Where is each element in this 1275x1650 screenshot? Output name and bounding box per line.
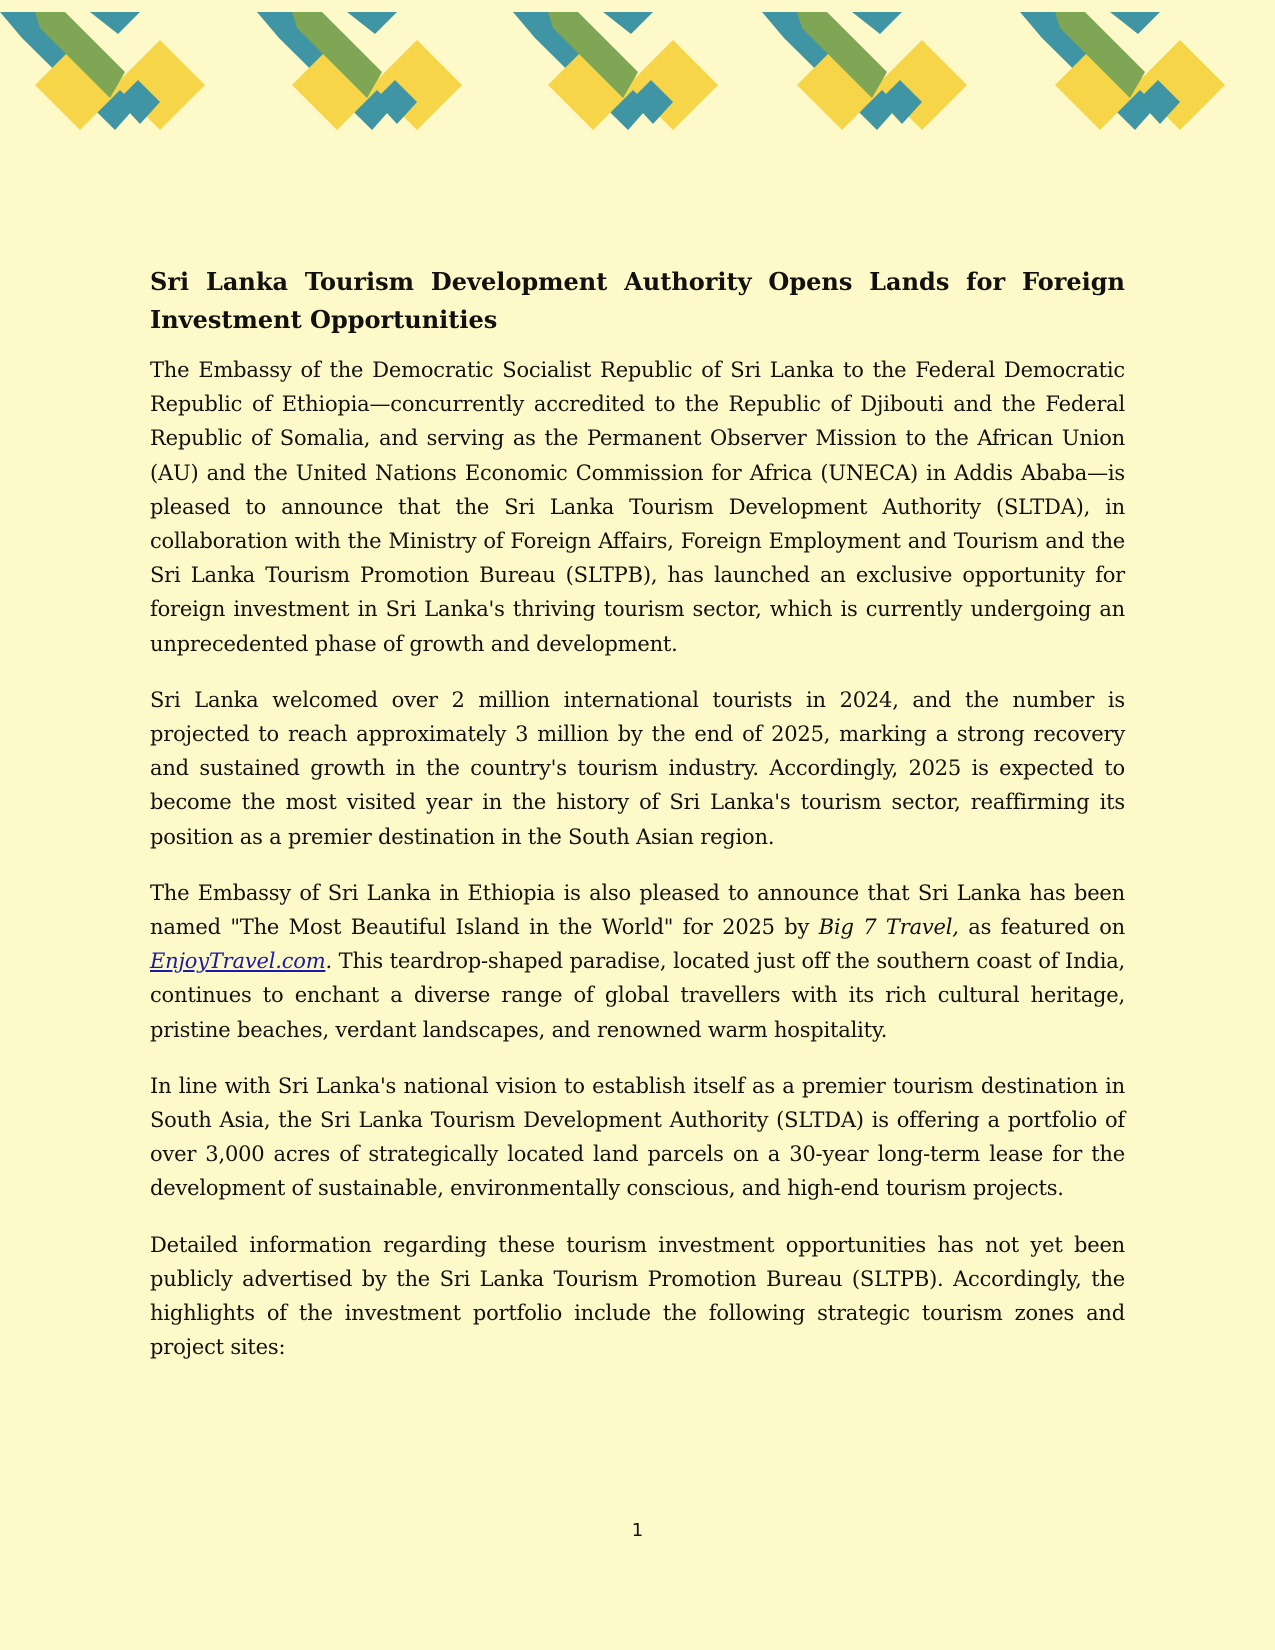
paragraph-investment-highlights: Detailed information regarding these tourism investment opportunities has not yet been publicly advertised by the Sri Lanka Tourism Promotion Bureau (SLTPB). Accordingly, the highlights of the investment portfolio include the following strategic tourism zones and project sites: [150, 1232, 1125, 1360]
document-title: Sri Lanka Tourism Development Authority Opens Lands for Foreign Investment Opportunities [150, 267, 1125, 334]
enjoytravel-link[interactable]: EnjoyTravel.com [150, 949, 326, 974]
paragraph-text: as featured on [958, 915, 1125, 940]
paragraph-text: The Embassy of Sri Lanka in Ethiopia is also pleased to announce that Sri Lanka has been named "The Most Beautiful Island in the World" for 2025 by [150, 880, 1125, 940]
header-diamond-pattern [0, 0, 1275, 140]
document-body [150, 263, 1125, 1386]
diamond-motif [0, 12, 205, 130]
paragraph-land-portfolio: In line with Sri Lanka's national vision to establish itself as a premier tourism destination in South Asia, the Sri Lanka Tourism Development Authority (SLTDA) is offering a portfolio of over 3,000 acres of strategically located land parcels on a 30-year long-term lease for the development of sustainable, environmentally conscious, and high-end tourism projects. [150, 1073, 1125, 1201]
paragraph-text: This teardrop-shaped paradise, located just off the southern coast of India, continues to enchant a diverse range of global travellers with its rich cultural heritage, pristine beaches, verdant landscapes, and renowned warm hospitality. [150, 949, 1125, 1042]
paragraph-most-beautiful-island [150, 876, 1125, 1047]
big7-travel-name: Big 7 Travel, [818, 915, 959, 940]
page-number: 1 [631, 1520, 644, 1541]
paragraph-embassy-announcement: The Embassy of the Democratic Socialist Republic of Sri Lanka to the Federal Democratic Republic of Ethiopia—concurrently accredited to the Republic of Djibouti and the Federal Republic of Somalia, and serving as the Permanent Observer Mission to the African Union (AU) and the United Nations Economic Commission for Africa (UNECA) in Addis Ababa—is pleased to announce that the Sri Lanka Tourism Development Authority (SLTDA), in collaboration with the Ministry of Foreign Affairs, Foreign Employment and Tourism and the Sri Lanka Tourism Promotion Bureau (SLTPB), has launched an exclusive opportunity for foreign investment in Sri Lanka's thriving tourism sector, which is currently undergoing an unprecedented phase of growth and development. [150, 358, 1125, 656]
link-period: . [325, 949, 332, 974]
paragraph-tourist-statistics: Sri Lanka welcomed over 2 million international tourists in 2024, and the number is projected to reach approximately 3 million by the end of 2025, marking a strong recovery and sustained growth in the country's tourism industry. Accordingly, 2025 is expected to become the most visited year in the history of Sri Lanka's tourism sector, reaffirming its position as a premier destination in the South Asian region. [150, 687, 1125, 849]
